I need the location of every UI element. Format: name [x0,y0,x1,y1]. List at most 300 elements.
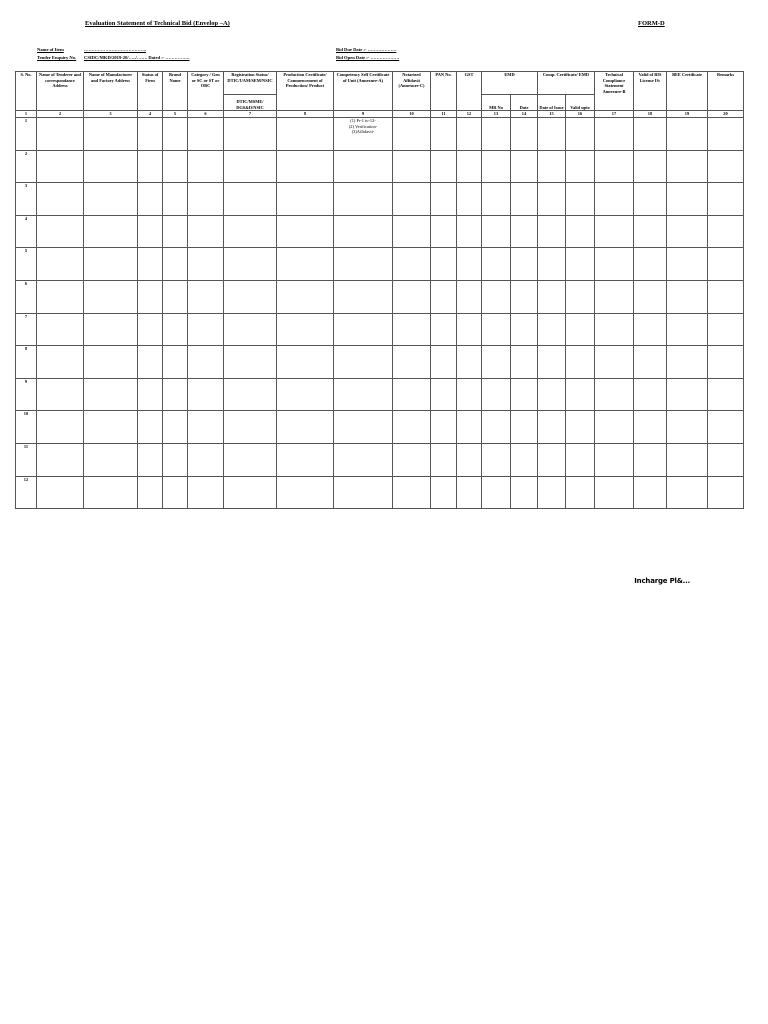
table-cell [224,280,277,313]
table-row [16,215,744,248]
table-cell [188,183,224,216]
table-cell [457,215,482,248]
table-cell [334,183,393,216]
table-cell [538,118,566,151]
table-cell [334,378,393,411]
row-number: 12 [16,476,37,509]
table-cell [37,476,84,509]
table-cell [84,411,138,444]
table-cell [138,150,163,183]
table-cell [224,215,277,248]
table-cell [538,443,566,476]
table-cell [482,248,511,281]
table-cell [708,280,744,313]
table-cell [457,280,482,313]
table-cell [188,443,224,476]
table-cell [482,313,511,346]
table-row [16,346,744,379]
table-cell [277,443,334,476]
table-cell [37,313,84,346]
table-cell [84,476,138,509]
table-cell [511,443,538,476]
table-cell [37,443,84,476]
table-cell [334,313,393,346]
table-cell [708,378,744,411]
table-cell [224,183,277,216]
table-cell [457,443,482,476]
competency-note: (2) Verification- [348,123,378,129]
table-cell [334,346,393,379]
table-cell [511,183,538,216]
table-cell [224,411,277,444]
table-cell [708,118,744,151]
table-cell [667,183,708,216]
col-subheader-emd-date: Date [511,95,538,111]
table-cell [482,150,511,183]
column-number: 10 [393,111,431,118]
table-cell [482,476,511,509]
table-cell [138,476,163,509]
table-cell [667,248,708,281]
table-cell [277,378,334,411]
row-number: 1 [16,118,37,151]
table-cell [224,150,277,183]
table-cell [277,118,334,151]
table-cell [334,443,393,476]
column-number: 5 [163,111,188,118]
table-cell [595,150,634,183]
table-cell [224,248,277,281]
table-cell [84,150,138,183]
table-cell [334,476,393,509]
table-cell [393,150,431,183]
table-cell [431,150,457,183]
table-row [16,443,744,476]
table-cell [595,183,634,216]
table-cell [457,378,482,411]
table-cell [482,183,511,216]
table-cell [634,183,667,216]
table-cell [393,443,431,476]
header-row [16,72,744,95]
table-cell [595,215,634,248]
column-number: 12 [457,111,482,118]
table-cell [188,476,224,509]
table-cell [163,118,188,151]
table-cell [163,280,188,313]
table-cell [708,476,744,509]
table-cell [667,443,708,476]
table-cell [538,346,566,379]
name-of-item-value: ………………………………….. [84,47,147,52]
table-cell [37,378,84,411]
column-number: 1 [16,111,37,118]
table-cell [595,378,634,411]
table-cell [188,411,224,444]
table-cell [511,150,538,183]
table-cell [457,118,482,151]
table-cell [482,411,511,444]
table-cell [431,215,457,248]
table-cell [511,411,538,444]
table-cell [634,150,667,183]
table-cell [634,215,667,248]
table-cell [538,313,566,346]
column-number: 7 [224,111,277,118]
column-number: 18 [634,111,667,118]
table-cell [188,118,224,151]
col-header-tenderer: Name of Tenderer and correspondance Address [37,72,84,111]
column-number: 15 [538,111,566,118]
table-cell [538,215,566,248]
table-row [16,411,744,444]
table-cell [457,313,482,346]
table-cell [457,411,482,444]
table-cell [431,183,457,216]
table-cell [667,313,708,346]
table-cell [84,118,138,151]
table-cell [188,378,224,411]
table-cell [163,476,188,509]
table-cell [334,411,393,444]
col-header-gst: GST [457,72,482,111]
table-cell [188,150,224,183]
table-row [16,248,744,281]
table-cell [538,378,566,411]
table-cell [37,183,84,216]
row-number: 2 [16,150,37,183]
table-cell [188,248,224,281]
column-number: 11 [431,111,457,118]
table-row [16,378,744,411]
table-cell [538,248,566,281]
table-cell [334,248,393,281]
column-number: 20 [708,111,744,118]
table-cell [708,248,744,281]
evaluation-table [15,71,744,509]
table-cell [566,346,595,379]
table-cell [37,280,84,313]
table-cell [595,248,634,281]
table-cell [138,215,163,248]
table-cell [482,215,511,248]
table-cell [457,476,482,509]
table-cell [138,378,163,411]
table-cell [634,378,667,411]
row-number: 9 [16,378,37,411]
table-cell [224,476,277,509]
table-cell [595,443,634,476]
col-header-brand: Brand Name [163,72,188,111]
table-cell [277,248,334,281]
table-cell [37,150,84,183]
table-cell [138,183,163,216]
table-cell [538,280,566,313]
row-number: 4 [16,215,37,248]
row-number: 11 [16,443,37,476]
table-row [16,476,744,509]
table-cell [566,411,595,444]
col-header-technical: Technical Compliance Statement Annexure-B [595,72,634,111]
table-cell [566,118,595,151]
table-cell [511,215,538,248]
table-cell [667,476,708,509]
table-cell [163,411,188,444]
row-number: 3 [16,183,37,216]
table-cell [277,313,334,346]
table-row [16,313,744,346]
form-label: FORM-D [638,20,665,27]
table-cell [482,118,511,151]
table-cell [37,215,84,248]
table-cell [84,346,138,379]
table-cell [634,411,667,444]
column-number: 9 [334,111,393,118]
table-cell [667,150,708,183]
table-cell [667,215,708,248]
table-cell [138,443,163,476]
table-cell [431,346,457,379]
table-cell [566,378,595,411]
table-cell [482,346,511,379]
table-cell [667,378,708,411]
table-cell [457,346,482,379]
table-cell [634,118,667,151]
competency-note: (1) Pr-1 to-12- [350,118,376,123]
table-cell [163,443,188,476]
table-cell [595,476,634,509]
table-cell [566,476,595,509]
table-cell [511,476,538,509]
competency-note: (3)Affidavit- [351,129,375,134]
table-cell [595,411,634,444]
tender-enquiry-value: CSIDC/MKD/2019-20/…../……. Dated :- ……………. [84,55,190,60]
row-number: 8 [16,346,37,379]
table-cell [538,476,566,509]
name-of-item-label: Name of Item [37,47,64,52]
table-cell [224,378,277,411]
col-subheader-registration: DTIC/MSME/ DGS&D/NSIC [224,95,277,111]
table-row [16,183,744,216]
table-cell [634,248,667,281]
table-cell [708,183,744,216]
table-cell [163,150,188,183]
table-cell [566,215,595,248]
table-cell [334,280,393,313]
table-cell [431,411,457,444]
table-cell [334,150,393,183]
table-cell [667,346,708,379]
table-cell [393,280,431,313]
table-cell [84,248,138,281]
table-cell [277,411,334,444]
col-header-comp-cert: Comp. Certificate/ EMD [538,72,595,95]
table-cell [634,346,667,379]
col-header-registration: Registration Status/ DTIC/UAM/SEM/NSIC [224,72,277,95]
column-number: 17 [595,111,634,118]
table-cell [595,118,634,151]
table-cell [566,150,595,183]
table-cell [224,443,277,476]
row-number: 10 [16,411,37,444]
table-cell [634,443,667,476]
col-header-sno: S. No. [16,72,37,111]
table-cell [224,346,277,379]
column-number: 4 [138,111,163,118]
table-cell [188,280,224,313]
table-cell [393,313,431,346]
table-cell [84,443,138,476]
table-cell [37,411,84,444]
table-cell [538,411,566,444]
table-cell [595,280,634,313]
table-cell [566,443,595,476]
table-cell [277,183,334,216]
table-row [16,280,744,313]
bid-open-date: Bid Open Date :- ………………. [336,55,400,60]
table-cell [566,248,595,281]
table-cell [37,346,84,379]
table-cell [37,248,84,281]
table-cell [277,346,334,379]
column-number: 16 [566,111,595,118]
table-cell [138,248,163,281]
col-subheader-date-of-issue: Date of Issue [538,95,566,111]
table-cell [482,280,511,313]
column-number: 14 [511,111,538,118]
table-cell [667,411,708,444]
table-cell [431,443,457,476]
table-cell [393,476,431,509]
table-row [16,118,744,151]
col-header-status: Status of Firm [138,72,163,111]
table-cell [431,476,457,509]
table-cell [393,118,431,151]
table-cell [84,313,138,346]
table-cell [84,280,138,313]
bid-due-date: Bid Due Date :- ………………. [336,47,397,52]
table-cell [431,280,457,313]
table-cell [431,313,457,346]
col-header-remarks: Remarks [708,72,744,111]
col-header-category: Category / Gen or SC or ST or OBC [188,72,224,111]
table-cell [393,248,431,281]
table-cell [511,313,538,346]
table-cell [482,378,511,411]
column-number: 13 [482,111,511,118]
table-cell [138,118,163,151]
table-cell [457,183,482,216]
col-header-affidavit: Notarized Affidavit (Annexure-C) [393,72,431,111]
row-number: 5 [16,248,37,281]
signature: Incharge Pl&... [634,577,690,585]
table-cell [393,346,431,379]
col-header-emd: EMD [482,72,538,95]
table-cell [163,215,188,248]
table-cell [708,313,744,346]
table-cell [138,280,163,313]
table-cell [277,476,334,509]
column-number: 6 [188,111,224,118]
table-row [16,150,744,183]
col-header-pan: PAN No. [431,72,457,111]
table-cell [511,378,538,411]
table-cell [138,313,163,346]
table-cell [595,346,634,379]
table-cell [163,313,188,346]
table-cell [138,346,163,379]
table-cell [431,118,457,151]
table-cell [277,215,334,248]
table-cell [393,378,431,411]
table-cell [431,248,457,281]
col-subheader-valid-upto: Valid upto [566,95,595,111]
data-rows [16,118,744,509]
table-cell [84,215,138,248]
table-cell [84,378,138,411]
table-cell [188,346,224,379]
table-cell [188,313,224,346]
table-cell [708,215,744,248]
competency-notes [334,118,393,151]
table-cell [457,150,482,183]
table-cell [511,118,538,151]
table-cell [566,313,595,346]
column-number-row [16,111,744,118]
col-header-bee: BEE Certificate [667,72,708,111]
table-cell [708,150,744,183]
table-cell [634,280,667,313]
table-cell [634,313,667,346]
table-cell [634,476,667,509]
table-cell [538,150,566,183]
table-cell [708,443,744,476]
column-number: 3 [84,111,138,118]
table-cell [334,215,393,248]
table-cell [188,215,224,248]
col-subheader-emd-mr: MR No [482,95,511,111]
table-cell [393,215,431,248]
table-cell [84,183,138,216]
table-cell [277,150,334,183]
col-header-competency: Competency Self Certificate of Unit (Annexure-A) [334,72,393,111]
tender-enquiry-label: Tender Enquiry No. [37,55,77,60]
column-number: 19 [667,111,708,118]
column-number: 2 [37,111,84,118]
table-cell [224,313,277,346]
table-cell [37,118,84,151]
table-cell [538,183,566,216]
table-cell [163,346,188,379]
table-cell [511,248,538,281]
table-cell [667,118,708,151]
col-header-manufacturer: Name of Manufacturer and Factory Address [84,72,138,111]
table-cell [708,411,744,444]
row-number: 6 [16,280,37,313]
row-number: 7 [16,313,37,346]
column-number: 8 [277,111,334,118]
table-cell [708,346,744,379]
table-cell [138,411,163,444]
col-header-production: Production Certificate/ Commencement of Production/ Product [277,72,334,111]
col-header-bis: Valid of BIS License IS: [634,72,667,111]
table-cell [224,118,277,151]
table-cell [566,183,595,216]
table-cell [667,280,708,313]
table-cell [163,378,188,411]
table-cell [277,280,334,313]
table-cell [595,313,634,346]
